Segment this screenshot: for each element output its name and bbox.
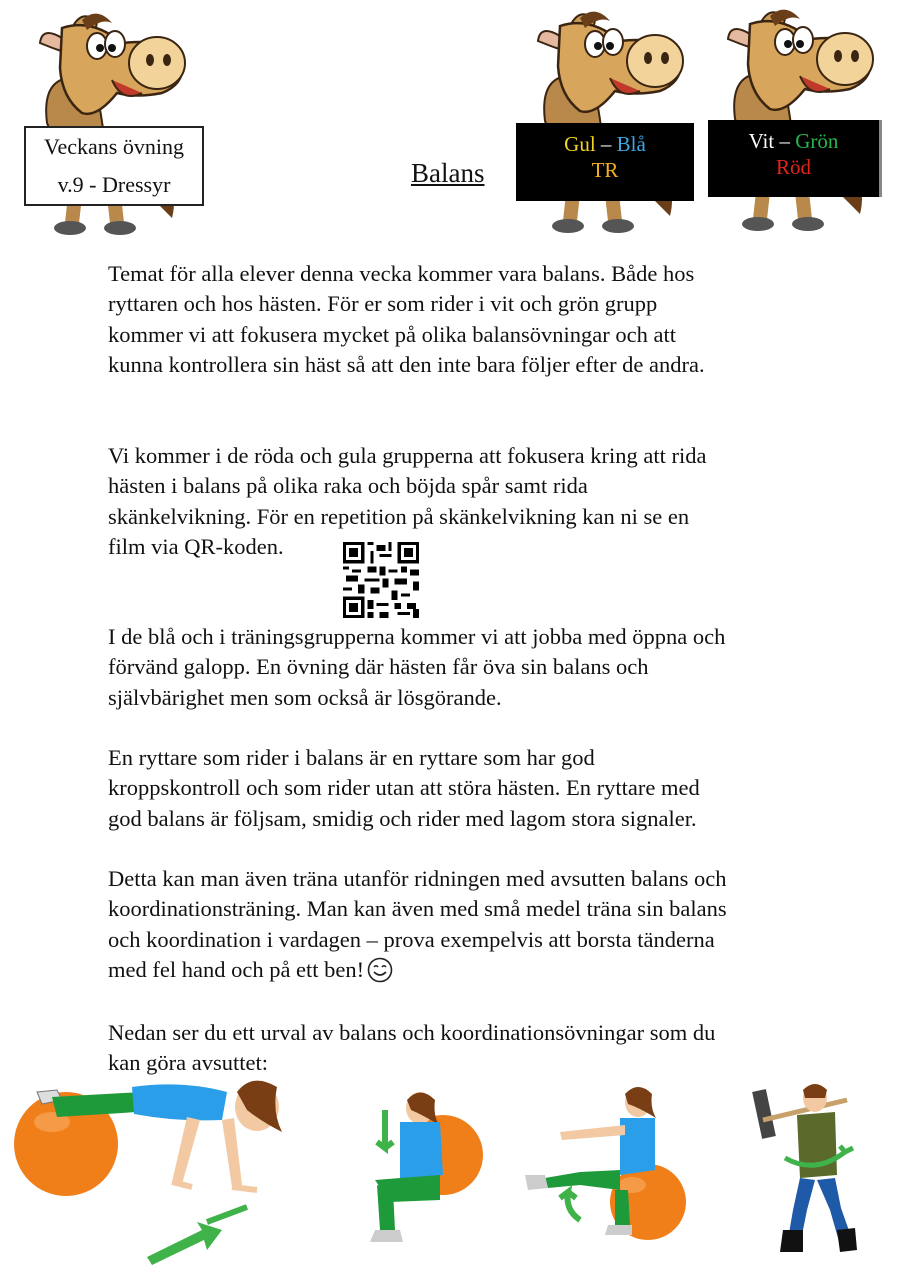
sign-right	[708, 120, 882, 197]
sign-middle-part2: Blå	[616, 132, 646, 156]
exercise-stick-rotation-image	[745, 1080, 865, 1255]
sign-middle	[516, 123, 694, 201]
paragraph-4: En ryttare som rider i balans är en ryttare som har god kroppskontroll och som rider utan att störa hästen. En ryttare med god balans är följsam, smidig och rider med lagom stora signaler.	[108, 745, 700, 831]
paragraph-5-text: Detta kan man även träna utanför ridningen med avsutten balans och koordinationsträning. Man kan även med små medel träna sin balans och koordination i vardagen – prova exempelvis att borsta tänderna med fel hand och på ett ben!	[108, 866, 727, 982]
exercise-plank-ball-image	[12, 1062, 302, 1267]
exercise-leg-lift-ball-image	[520, 1080, 700, 1245]
sign-left-line2: v.9 - Dressyr	[57, 172, 171, 197]
sign-middle-part1: Gul	[564, 132, 596, 156]
smiley-icon	[367, 957, 393, 983]
paragraph-2: Vi kommer i de röda och gula grupperna att fokusera kring att rida hästen i balans på olika raka och böjda spår samt rida skänkelvikning. För en repetition på skänkelvikning kan ni se en film via QR-koden.	[108, 443, 707, 559]
sign-right-sep: –	[774, 129, 796, 153]
sign-right-part2: Grön	[795, 129, 839, 153]
sign-right-part1: Vit	[748, 129, 775, 153]
sign-left-line1: Veckans övning	[44, 134, 184, 159]
sign-left	[24, 126, 204, 206]
paragraph-5	[108, 864, 728, 985]
horse-middle-icon	[520, 6, 700, 236]
sign-middle-sep: –	[595, 132, 617, 156]
sign-right-line2: Röd	[775, 155, 811, 179]
page-title: Balans	[411, 158, 485, 188]
paragraph-1: Temat för alla elever denna vecka kommer vara balans. Både hos ryttaren och hos hästen. För er som rider i vit och grön grupp kommer vi att fokusera mycket på olika balansövningar och att kunna kontrollera sin häst så att den inte bara följer efter de andra.	[108, 261, 705, 377]
paragraph-6: Nedan ser du ett urval av balans och koordinationsövningar som du kan göra avsuttet:	[108, 1020, 716, 1076]
qr-code-icon[interactable]	[343, 542, 419, 618]
exercise-sit-ball-image	[315, 1080, 490, 1260]
horse-right-icon	[710, 4, 890, 234]
sign-middle-line2: TR	[591, 158, 619, 182]
paragraph-3: I de blå och i träningsgrupperna kommer vi att jobba med öppna och förvänd galopp. En övning där hästen får öva sin balans och självbärighet men som också är lösgörande.	[108, 624, 726, 710]
